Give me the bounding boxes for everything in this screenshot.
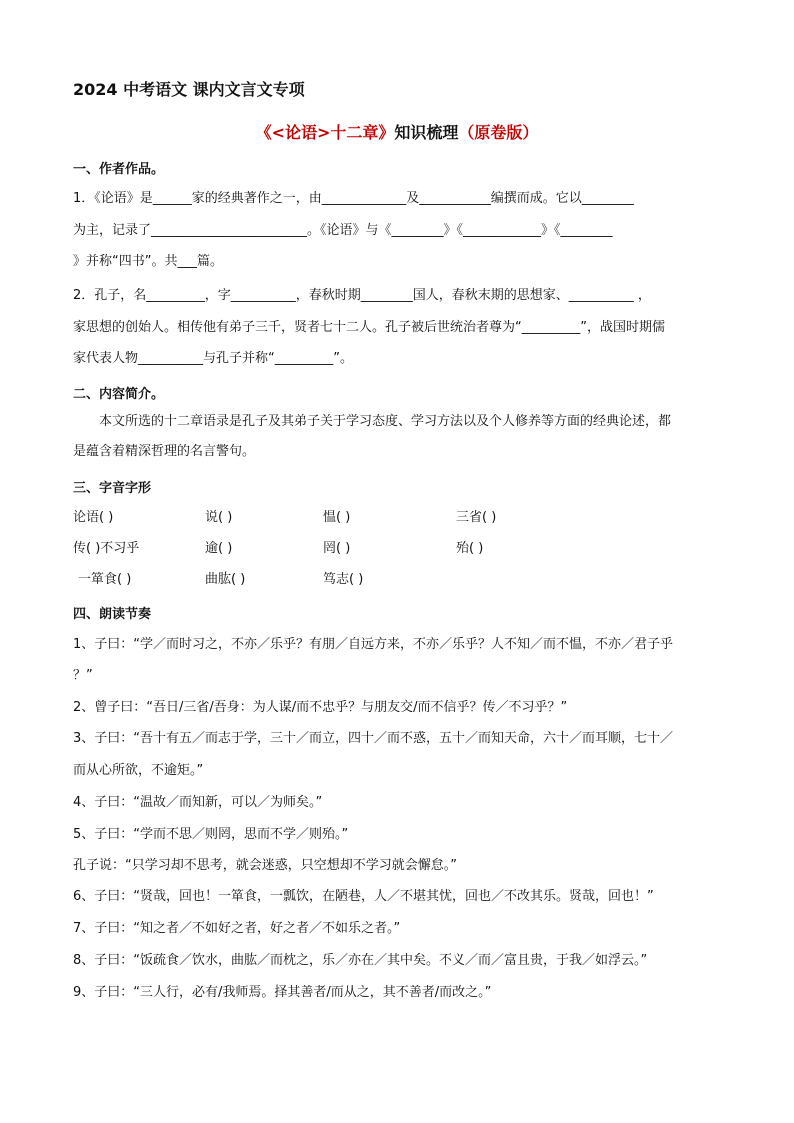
section-heading-pronunciation: 三、字音字形 <box>73 481 152 496</box>
text-line: 》并称“四书”。共___篇。 <box>73 254 223 269</box>
pronunciation-item: 罔( ) <box>323 541 351 556</box>
text-line: 9、子曰：“三人行，必有/我师焉。择其善者/而从之，其不善者/而改之。” <box>73 985 492 1000</box>
text-line: 2、曾子曰：“吾日/三省/吾身：为人谋/而不忠乎？与朋友交/而不信乎？传／不习乎？” <box>73 700 568 715</box>
text-line: 4、子曰：“温故／而知新，可以／为师矣。” <box>73 795 323 810</box>
text-line: 而从心所欲，不逾矩。” <box>73 763 204 778</box>
text-line: ？” <box>73 668 93 683</box>
section-heading-author: 一、作者作品。 <box>73 162 165 177</box>
pronunciation-item: 殆( ) <box>456 541 484 556</box>
pronunciation-item: 逾( ) <box>205 541 233 556</box>
text-line: 6、子曰：“贤哉，回也！一箪食，一瓢饮，在陋巷，人／不堪其忧，回也／不改其乐。贤哉，回也！” <box>73 889 654 904</box>
title-version: （原卷版） <box>458 123 539 142</box>
pronunciation-item: 曲肱( ) <box>205 572 246 587</box>
title-work-name: 《<论语>十二章》 <box>255 123 395 142</box>
text-line: 本文所选的十二章语录是孔子及其弟子关于学习态度、学习方法以及个人修养等方面的经典论述，都 <box>99 414 672 429</box>
text-line: 1．《论语》是______家的经典著作之一，由_____________及___________编撰而成。它以________ <box>73 191 634 206</box>
pronunciation-item: 传( )不习乎 <box>73 541 140 556</box>
text-line: 1、子曰：“学／而时习之，不亦／乐乎？有朋／自远方来，不亦／乐乎？人不知／而不愠，不亦／君子乎 <box>73 637 674 652</box>
text-line: 是蕴含着精深哲理的名言警句。 <box>73 444 256 459</box>
pronunciation-item: 一箪食( ) <box>78 572 132 587</box>
page-title <box>0 120 794 143</box>
pronunciation-item: 论语( ) <box>73 510 114 525</box>
subject-heading: 2024 中考语文 课内文言文专项 <box>73 80 305 99</box>
text-line: 7、子曰：“知之者／不如好之者，好之者／不如乐之者。” <box>73 921 401 936</box>
text-line: 5、子曰：“学而不思／则罔，思而不学／则殆。” <box>73 827 349 842</box>
section-heading-reading-rhythm: 四、朗读节奏 <box>73 607 152 622</box>
pronunciation-item: 笃志( ) <box>323 572 364 587</box>
pronunciation-item: 说( ) <box>205 510 233 525</box>
pronunciation-item: 愠( ) <box>323 510 351 525</box>
text-line: 2．孔子，名_________，字__________，春秋时期________国人，春秋末期的思想家、__________ ， <box>73 288 651 303</box>
text-line: 3、子曰：“吾十有五／而志于学，三十／而立，四十／而不惑，五十／而知天命，六十／而耳顺，七十／ <box>73 731 674 746</box>
text-line: 8、子曰：“饭疏食／饮水，曲肱／而枕之，乐／亦在／其中矣。不义／而／富且贵，于我／如浮云。” <box>73 953 648 968</box>
title-topic: 知识梳理 <box>394 123 459 142</box>
section-heading-summary: 二、内容简介。 <box>73 387 165 402</box>
text-line: 孔子说：“只学习却不思考，就会迷惑，只空想却不学习就会懈怠。” <box>73 858 457 873</box>
text-line: 家思想的创始人。相传他有弟子三千，贤者七十二人。孔子被后世统治者尊为“_________”，战国时期儒 <box>73 320 665 335</box>
text-line: 家代表人物__________与孔子并称“_________”。 <box>73 351 353 366</box>
pronunciation-item: 三省( ) <box>456 510 497 525</box>
text-line: 为主，记录了________________________。《论语》与《________》《____________》《________ <box>73 223 613 238</box>
